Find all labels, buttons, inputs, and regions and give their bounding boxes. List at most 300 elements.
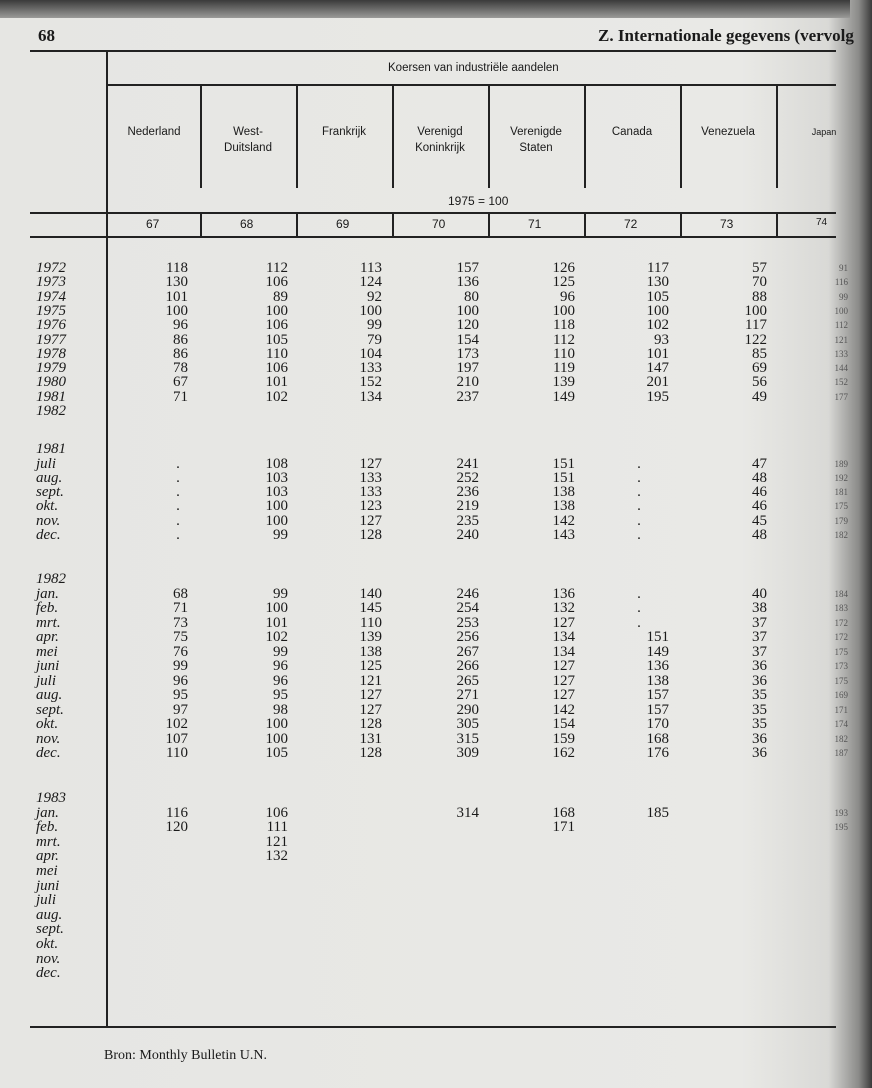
column-header [296, 124, 392, 140]
table-cell: 185 [646, 805, 669, 821]
table-cell: . [637, 498, 641, 514]
table-cell: . [176, 484, 180, 500]
row-period: nov. [36, 513, 61, 529]
column-number: 72 [624, 217, 638, 231]
table-cell: 219 [456, 498, 479, 514]
table-cell: 149 [646, 644, 669, 660]
column-name: Venezuela [701, 126, 755, 138]
table-cell: 290 [456, 702, 479, 718]
table-cell: 99 [367, 317, 382, 333]
table-cell: 99 [273, 586, 288, 602]
column-name: Verenigde [510, 126, 562, 138]
row-period: okt. [36, 498, 59, 514]
table-cell: 171 [552, 819, 575, 835]
table-cell: 92 [367, 289, 382, 305]
table-cell: 96 [273, 658, 288, 674]
table-cell: 136 [456, 274, 479, 290]
table-cell: 136 [552, 586, 575, 602]
row-period: sept. [36, 484, 64, 500]
table-cell: 168 [646, 731, 669, 747]
row-period: dec. [36, 527, 61, 543]
table-cell: 149 [552, 389, 575, 405]
table-cell: 73 [173, 615, 188, 631]
column-number-divider [584, 212, 586, 237]
column-number-divider [200, 212, 202, 237]
table-cell: 130 [646, 274, 669, 290]
table-cell: 236 [456, 484, 479, 500]
column-name-line2: Duitsland [224, 142, 272, 154]
table-cell: 305 [456, 716, 479, 732]
table-cell: 100 [359, 303, 382, 319]
column-header [488, 124, 584, 156]
table-cell: 126 [552, 260, 575, 276]
column-header [776, 124, 872, 140]
table-cell: 35 [752, 687, 767, 703]
column-name: Japan [811, 127, 837, 137]
table-cell: 142 [552, 702, 575, 718]
table-cell: 118 [553, 317, 575, 333]
row-period: 1975 [36, 303, 66, 319]
table-cell: 179 [834, 516, 848, 526]
table-cell: 96 [273, 673, 288, 689]
table-cell: 143 [552, 527, 575, 543]
table-cell: 71 [173, 389, 188, 405]
table-cell: 116 [834, 277, 848, 287]
row-period: 1977 [36, 332, 66, 348]
table-cell: 187 [834, 748, 848, 758]
table-cell: 252 [456, 470, 479, 486]
row-period: sept. [36, 702, 64, 718]
table-cell: 210 [456, 374, 479, 390]
table-cell: 100 [744, 303, 767, 319]
table-cell: 195 [834, 822, 848, 832]
base-note: 1975 = 100 [448, 194, 509, 208]
row-period: okt. [36, 936, 59, 952]
table-cell: 91 [839, 263, 848, 273]
table-cell: 175 [834, 676, 848, 686]
column-header [200, 124, 296, 156]
table-cell: . [176, 527, 180, 543]
table-cell: 95 [173, 687, 188, 703]
row-period: dec. [36, 745, 61, 761]
table-cell: 127 [552, 658, 575, 674]
table-cell: 175 [834, 501, 848, 511]
table-cell: 105 [265, 745, 288, 761]
table-cell: 138 [552, 484, 575, 500]
table-cell: 89 [273, 289, 288, 305]
table-cell: 121 [834, 335, 848, 345]
table-cell: 48 [752, 470, 767, 486]
table-cell: 101 [165, 289, 188, 305]
table-cell: 112 [553, 332, 575, 348]
table-cell: 177 [834, 392, 848, 402]
table-cell: 101 [646, 346, 669, 362]
table-cell: 106 [265, 805, 288, 821]
table-cell: 116 [166, 805, 188, 821]
page-number: 68 [38, 26, 55, 45]
table-cell: 103 [265, 484, 288, 500]
table-cell: . [637, 470, 641, 486]
table-cell: 132 [552, 600, 575, 616]
table-cell: 96 [173, 673, 188, 689]
table-cell: 154 [552, 716, 575, 732]
table-cell: . [637, 456, 641, 472]
row-period: sept. [36, 921, 64, 937]
table-cell: 108 [265, 456, 288, 472]
table-cell: 159 [552, 731, 575, 747]
page-title: Z. Internationale gegevens (vervolg [598, 26, 854, 45]
table-cell: 157 [456, 260, 479, 276]
table-cell: 49 [752, 389, 767, 405]
table-cell: 172 [834, 618, 848, 628]
table-cell: 201 [646, 374, 669, 390]
table-cell: 170 [646, 716, 669, 732]
table-cell: 99 [273, 644, 288, 660]
group-year-label: 1981 [36, 441, 66, 457]
table-cell: . [637, 600, 641, 616]
table-cell: 139 [359, 629, 382, 645]
table-cell: 125 [359, 658, 382, 674]
table-cell: . [637, 615, 641, 631]
table-cell: 253 [456, 615, 479, 631]
table-cell: 139 [552, 374, 575, 390]
table-cell: 192 [834, 473, 848, 483]
table-cell: 124 [359, 274, 382, 290]
table-cell: 237 [456, 389, 479, 405]
table-cell: 152 [834, 377, 848, 387]
table-cell: . [176, 498, 180, 514]
table-cell: 120 [165, 819, 188, 835]
table-cell: 104 [359, 346, 382, 362]
table-cell: 181 [834, 487, 848, 497]
table-cell: 117 [745, 317, 767, 333]
table-cell: 71 [173, 600, 188, 616]
table-cell: 119 [553, 360, 575, 376]
table-cell: 171 [834, 705, 848, 715]
table-cell: 151 [646, 629, 669, 645]
row-period: mrt. [36, 615, 61, 631]
table-cell: 67 [173, 374, 188, 390]
table-cell: 174 [834, 719, 848, 729]
table-cell: 138 [359, 644, 382, 660]
row-period: feb. [36, 600, 59, 616]
column-number: 73 [720, 217, 734, 231]
table-cell: 102 [165, 716, 188, 732]
table-cell: 101 [265, 374, 288, 390]
table-cell: 123 [359, 498, 382, 514]
table-cell: 56 [752, 374, 767, 390]
table-cell: 120 [456, 317, 479, 333]
table-cell: 48 [752, 527, 767, 543]
table-cell: 107 [165, 731, 188, 747]
table-cell: 151 [552, 470, 575, 486]
table-cell: 110 [166, 745, 188, 761]
table-cell: 173 [456, 346, 479, 362]
row-period: feb. [36, 819, 59, 835]
row-period: 1976 [36, 317, 66, 333]
column-number: 71 [528, 217, 542, 231]
table-cell: 314 [456, 805, 479, 821]
table-cell: 128 [359, 716, 382, 732]
table-cell: 117 [647, 260, 669, 276]
table-cell: 184 [834, 589, 848, 599]
row-period: nov. [36, 951, 61, 967]
table-cell: 121 [359, 673, 382, 689]
column-number: 70 [432, 217, 446, 231]
table-cell: 309 [456, 745, 479, 761]
table-cell: 142 [552, 513, 575, 529]
table-cell: . [176, 456, 180, 472]
table-cell: 101 [265, 615, 288, 631]
row-period: 1982 [36, 403, 66, 419]
source-note: Bron: Monthly Bulletin U.N. [104, 1048, 267, 1063]
row-period: apr. [36, 848, 59, 864]
row-period: mrt. [36, 834, 61, 850]
table-cell: 157 [646, 702, 669, 718]
table-cell: 80 [464, 289, 479, 305]
table-cell: 100 [265, 600, 288, 616]
row-period: juli [36, 456, 57, 472]
table-cell: 176 [646, 745, 669, 761]
table-cell: 100 [265, 513, 288, 529]
table-cell: 85 [752, 346, 767, 362]
row-period: 1979 [36, 360, 66, 376]
table-cell: 46 [752, 484, 767, 500]
table-cell: 169 [834, 690, 848, 700]
table-cell: 76 [173, 644, 188, 660]
table-cell: 37 [752, 615, 767, 631]
table-cell: 106 [265, 317, 288, 333]
table-cell: 98 [273, 702, 288, 718]
table-cell: 121 [265, 834, 288, 850]
table-cell: 144 [834, 363, 848, 373]
table-cell: . [637, 527, 641, 543]
column-number-bottom-rule [30, 236, 836, 238]
table-cell: 99 [173, 658, 188, 674]
column-number: 68 [240, 217, 254, 231]
table-cell: 254 [456, 600, 479, 616]
table-cell: 138 [552, 498, 575, 514]
table-cell: 168 [552, 805, 575, 821]
table-cell: 35 [752, 702, 767, 718]
column-number: 67 [146, 217, 160, 231]
table-cell: 111 [266, 819, 288, 835]
table-cell: 127 [359, 456, 382, 472]
table-cell: 100 [646, 303, 669, 319]
table-cell: 125 [552, 274, 575, 290]
table-cell: 99 [273, 527, 288, 543]
row-period: juli [36, 892, 57, 908]
column-header [680, 124, 776, 140]
table-top-rule [30, 50, 836, 52]
table-cell: 36 [752, 673, 767, 689]
group-year-label: 1983 [36, 790, 66, 806]
table-cell: 118 [166, 260, 188, 276]
row-period: 1974 [36, 289, 66, 305]
table-cell: 38 [752, 600, 767, 616]
column-number-divider [680, 212, 682, 237]
table-cell: 147 [646, 360, 669, 376]
table-cell: 100 [165, 303, 188, 319]
column-header [584, 124, 680, 140]
table-cell: 157 [646, 687, 669, 703]
table-cell: 134 [552, 644, 575, 660]
row-period: jan. [36, 805, 59, 821]
table-cell: 96 [173, 317, 188, 333]
table-cell: 134 [359, 389, 382, 405]
row-period: mei [36, 644, 58, 660]
table-cell: 106 [265, 360, 288, 376]
table-cell: 57 [752, 260, 767, 276]
table-cell: 40 [752, 586, 767, 602]
table-cell: 131 [359, 731, 382, 747]
column-number-divider [106, 212, 108, 237]
table-cell: 112 [266, 260, 288, 276]
table-cell: 271 [456, 687, 479, 703]
table-cell: 154 [456, 332, 479, 348]
column-number-divider [776, 212, 778, 237]
table-cell: 133 [359, 470, 382, 486]
table-cell: 113 [360, 260, 382, 276]
table-cell: 93 [654, 332, 669, 348]
table-cell: 100 [265, 716, 288, 732]
table-cell: 100 [834, 306, 848, 316]
column-header [392, 124, 488, 156]
table-cell: . [637, 484, 641, 500]
table-cell: 133 [359, 360, 382, 376]
table-cell: 127 [359, 513, 382, 529]
table-cell: 105 [265, 332, 288, 348]
table-cell: 99 [839, 292, 848, 302]
table-cell: 100 [552, 303, 575, 319]
table-cell: 134 [552, 629, 575, 645]
row-period: dec. [36, 965, 61, 981]
row-period: juli [36, 673, 57, 689]
table-cell: 182 [834, 530, 848, 540]
column-number: 69 [336, 217, 350, 231]
table-cell: 127 [359, 687, 382, 703]
table-cell: 241 [456, 456, 479, 472]
table-cell: 75 [173, 629, 188, 645]
table-cell: 138 [646, 673, 669, 689]
heading-rule [106, 84, 836, 86]
table-cell: 132 [265, 848, 288, 864]
table-cell: 173 [834, 661, 848, 671]
table-cell: 69 [752, 360, 767, 376]
table-cell: 130 [165, 274, 188, 290]
table-cell: 100 [456, 303, 479, 319]
table-cell: 106 [265, 274, 288, 290]
table-cell: 240 [456, 527, 479, 543]
group-year-label: 1982 [36, 571, 66, 587]
table-cell: 100 [265, 498, 288, 514]
table-cell: 37 [752, 629, 767, 645]
table-cell: 110 [266, 346, 288, 362]
table-cell: 127 [552, 615, 575, 631]
table-cell: 197 [456, 360, 479, 376]
table-cell: 127 [359, 702, 382, 718]
table-cell: 45 [752, 513, 767, 529]
table-cell: 133 [359, 484, 382, 500]
table-cell: 128 [359, 745, 382, 761]
table-cell: 100 [265, 731, 288, 747]
column-number-top-rule [30, 212, 836, 214]
table-cell: 162 [552, 745, 575, 761]
table-cell: 193 [834, 808, 848, 818]
column-name: Nederland [127, 126, 181, 138]
table-cell: 256 [456, 629, 479, 645]
table-cell: 68 [173, 586, 188, 602]
table-left-border [106, 50, 108, 1028]
table-cell: 36 [752, 658, 767, 674]
table-cell: 36 [752, 745, 767, 761]
table-cell: 110 [360, 615, 382, 631]
table-cell: 315 [456, 731, 479, 747]
table-cell: 267 [456, 644, 479, 660]
table-cell: 70 [752, 274, 767, 290]
table-cell: 36 [752, 731, 767, 747]
table-cell: 189 [834, 459, 848, 469]
table-cell: 112 [834, 320, 848, 330]
table-cell: . [637, 513, 641, 529]
column-name: West- [233, 126, 263, 138]
row-period: juni [36, 878, 60, 894]
column-header [106, 124, 202, 140]
table-cell: 103 [265, 470, 288, 486]
row-period: mei [36, 863, 58, 879]
row-period: 1980 [36, 374, 66, 390]
table-cell: 86 [173, 332, 188, 348]
table-cell: 86 [173, 346, 188, 362]
row-period: 1978 [36, 346, 66, 362]
table-cell: 95 [273, 687, 288, 703]
table-cell: 136 [646, 658, 669, 674]
column-number-divider [296, 212, 298, 237]
table-cell: 96 [560, 289, 575, 305]
table-cell: . [637, 586, 641, 602]
table-cell: 102 [265, 629, 288, 645]
table-cell: 102 [646, 317, 669, 333]
table-cell: 110 [553, 346, 575, 362]
row-period: aug. [36, 907, 63, 923]
row-period: jan. [36, 586, 59, 602]
column-name-line2: Koninkrijk [415, 142, 465, 154]
table-cell: 78 [173, 360, 188, 376]
table-cell: 152 [359, 374, 382, 390]
row-period: 1973 [36, 274, 66, 290]
table-cell: 100 [265, 303, 288, 319]
table-cell: 266 [456, 658, 479, 674]
row-period: okt. [36, 716, 59, 732]
table-cell: 102 [265, 389, 288, 405]
column-name-line2: Staten [519, 142, 553, 154]
column-number-divider [392, 212, 394, 237]
table-cell: 35 [752, 716, 767, 732]
table-cell: 183 [834, 603, 848, 613]
table-bottom-rule [30, 1026, 836, 1028]
row-period: 1972 [36, 260, 66, 276]
column-number-divider [488, 212, 490, 237]
table-cell: 151 [552, 456, 575, 472]
table-cell: 246 [456, 586, 479, 602]
table-cell: 195 [646, 389, 669, 405]
row-period: juni [36, 658, 60, 674]
table-cell: 145 [359, 600, 382, 616]
column-name: Verenigd [417, 126, 463, 138]
table-cell: 46 [752, 498, 767, 514]
table-cell: 79 [367, 332, 382, 348]
row-period: apr. [36, 629, 59, 645]
